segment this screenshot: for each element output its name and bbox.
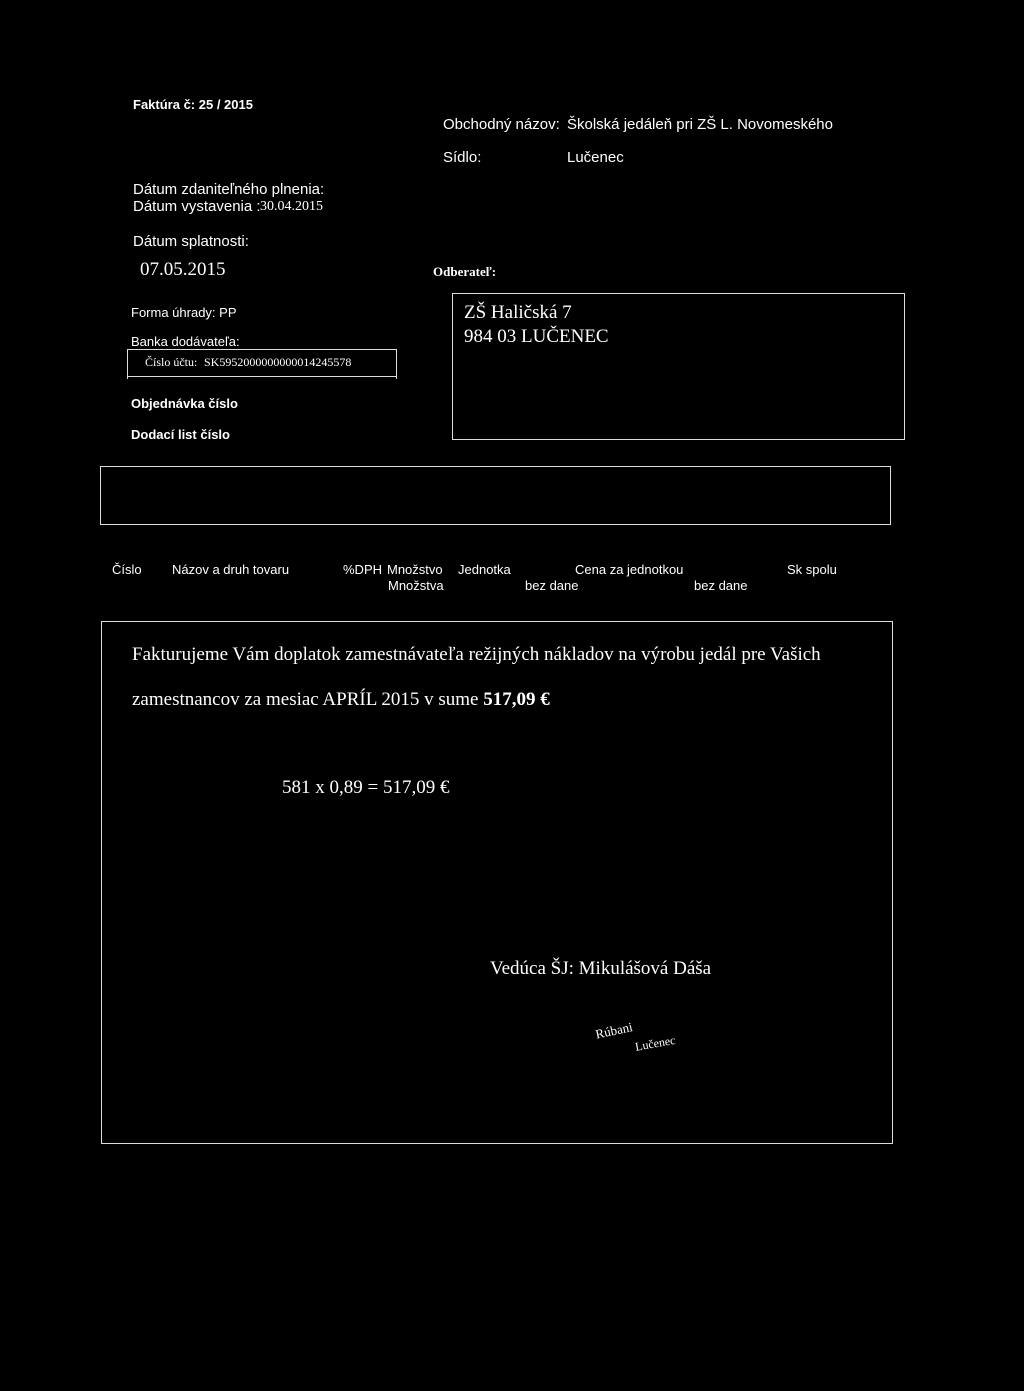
signatory: Vedúca ŠJ: Mikulášová Dáša [490,958,712,979]
tax-date-label: Dátum zdaniteľného plnenia: [133,181,325,198]
col-total: Sk spolu [787,562,837,577]
supplier-name-value: Školská jedáleň pri ZŠ L. Novomeského [567,116,833,133]
due-date-label: Dátum splatnosti: [133,233,249,250]
account-box-top [127,349,397,350]
account-box-bottom [127,376,397,377]
invoice-title: Faktúra č: 25 / 2015 [133,97,253,112]
issue-date-label: Dátum vystavenia : [133,198,261,215]
col-unit: Jednotka [458,562,511,577]
body-line1: Fakturujeme Vám doplatok zamestnávateľa režijných nákladov na výrobu jedál pre Vašich [132,644,821,665]
col-item: Názov a druh tovaru [172,562,290,577]
order-label: Objednávka číslo [131,396,238,411]
col-quantity-sub: Množstva [388,578,444,593]
body-line2-prefix: zamestnancov za mesiac APRÍL 2015 v sume [132,689,479,710]
stamp-line2: Lučenec [634,1032,677,1054]
col-vat: %DPH [343,562,383,577]
due-date-value: 07.05.2015 [140,259,226,280]
supplier-seat-value: Lučenec [567,149,624,166]
customer-label: Odberateľ: [433,264,497,279]
amount: 517,09 € [483,689,550,710]
account-label: Číslo účtu: [145,355,198,369]
customer-line2: 984 03 LUČENEC [464,326,609,347]
stamp-line1: Rúbani [594,1019,634,1042]
body-line2 [132,689,550,711]
issue-date-value: 30.04.2015 [260,199,323,214]
empty-box [100,466,891,525]
delivery-label: Dodací list číslo [131,427,230,442]
customer-line1: ZŠ Haličská 7 [464,302,572,323]
bank-label: Banka dodávateľa: [131,334,240,349]
col-number: Číslo [112,562,142,577]
payment-form: Forma úhrady: PP [131,305,237,320]
col-unit-price: Cena za jednotkou [575,562,684,577]
supplier-seat-label: Sídlo: [443,149,482,166]
col-quantity: Množstvo [387,562,443,577]
calculation: 581 x 0,89 = 517,09 € [282,777,450,798]
col-unit-price-sub: bez dane [694,578,748,593]
account-value: SK5952000000000014245578 [204,355,352,369]
supplier-name-label: Obchodný názov: [443,116,560,133]
col-unit-sub: bez dane [525,578,579,593]
